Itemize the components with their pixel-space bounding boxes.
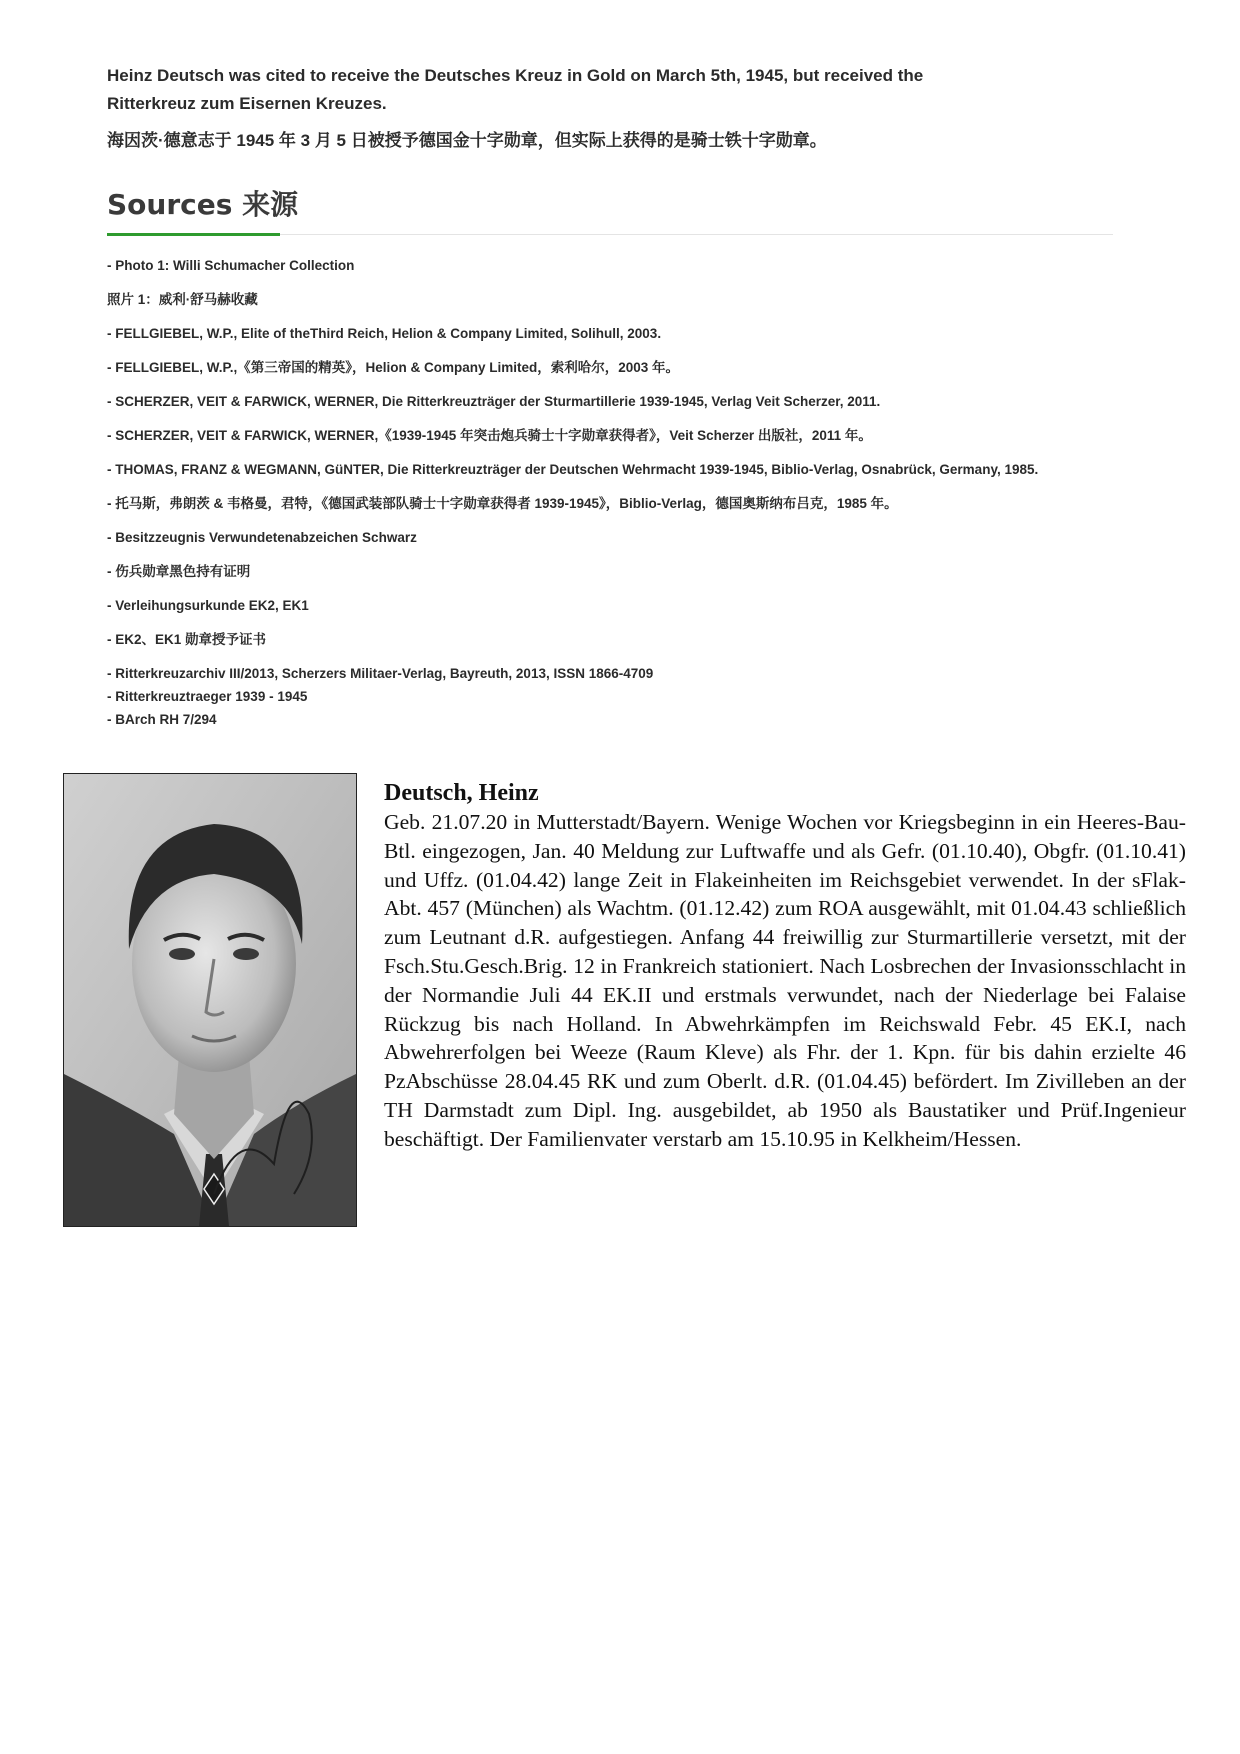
source-item: - Ritterkreuztraeger 1939 - 1945 [107, 689, 308, 704]
source-item: - 托马斯，弗朗茨 & 韦格曼，君特，《德国武装部队骑士十字勋章获得者 1939-1945》，Biblio-Verlag，德国奥斯纳布吕克，1985 年。 [107, 496, 898, 511]
source-item: 照片 1：威利·舒马赫收藏 [107, 292, 258, 307]
sources-divider-accent [107, 233, 280, 236]
source-item: - Photo 1: Willi Schumacher Collection [107, 258, 355, 273]
source-item: - FELLGIEBEL, W.P.,《第三帝国的精英》，Helion & Company Limited，索利哈尔，2003 年。 [107, 360, 680, 375]
source-item: - Verleihungsurkunde EK2, EK1 [107, 598, 309, 613]
portrait-photo-image [64, 774, 356, 1226]
sources-heading: Sources 来源 [107, 188, 299, 221]
source-item: - SCHERZER, VEIT & FARWICK, WERNER,《1939-1945 年突击炮兵骑士十字勋章获得者》，Veit Scherzer 出版社，2011 年。 [107, 428, 872, 443]
intro-chinese: 海因茨·德意志于 1945 年 3 月 5 日被授予德国金十字勋章，但实际上获得的是骑士铁十字勋章。 [107, 131, 827, 150]
biography-text: Geb. 21.07.20 in Mutterstadt/Bayern. Wenige Wochen vor Kriegsbeginn in ein Heeres-Bau-Btl. eingezogen, Jan. 40 Meldung zur Luftwaffe und als Gefr. (01.10.40), Obgfr. (01.10.41) und Uffz. (01.04.42) lange Zeit in Flakeinheiten im Reichsgebiet verwendet. In der sFlak-Abt. 457 (München) als Wachtm. (01.12.42) zum ROA ausgewählt, mit 01.04.43 schließlich zum Leutnant d.R. aufgestiegen. Anfang 44 freiwillig zur Sturmartillerie versetzt, mit der Fsch.Stu.Gesch.Brig. 12 in Frankreich stationiert. Nach Losbrechen der Invasionsschlacht in der Normandie Juli 44 EK.II und erstmals verwundet, nach der Niederlage bei Falaise Rückzug bis nach Holland. In Abwehrkämpfen im Reichswald Febr. 45 EK.I, nach Abwehrerfolgen bei Weeze (Raum Kleve) als Fhr. der 1. Kpn. für bis dahin erzielte 46 PzAbschüsse 28.04.45 RK und zum Oberlt. d.R. (01.04.45) befördert. Im Zivilleben an der TH Darmstadt zum Dipl. Ing. ausgebildet, ab 1950 als Baustatiker und Prüf.Ingenieur beschäftigt. Der Familienvater verstarb am 15.10.95 in Kelkheim/Hessen. [384, 810, 1186, 1151]
biography-title: Deutsch, Heinz [384, 780, 539, 806]
intro-section [107, 62, 937, 154]
source-item: - 伤兵勋章黑色持有证明 [107, 564, 251, 579]
source-item: - Ritterkreuzarchiv III/2013, Scherzers Militaer-Verlag, Bayreuth, 2013, ISSN 1866-4709 [107, 666, 654, 681]
biography-section [384, 778, 1186, 1154]
source-item: - BArch RH 7/294 [107, 712, 217, 727]
source-item: - FELLGIEBEL, W.P., Elite of theThird Reich, Helion & Company Limited, Solihull, 2003. [107, 326, 662, 341]
intro-english: Heinz Deutsch was cited to receive the Deutsches Kreuz in Gold on March 5th, 1945, but received the Ritterkreuz zum Eisernen Kreuzes. [107, 66, 924, 113]
source-item: - Besitzzeugnis Verwundetenabzeichen Schwarz [107, 530, 417, 545]
source-item: - THOMAS, FRANZ & WEGMANN, GüNTER, Die Ritterkreuzträger der Deutschen Wehrmacht 1939-1945, Biblio-Verlag, Osnabrück, Germany, 1985. [107, 462, 1039, 477]
sources-list [107, 256, 1117, 730]
portrait-photo [63, 773, 357, 1227]
source-item: - SCHERZER, VEIT & FARWICK, WERNER, Die Ritterkreuzträger der Sturmartillerie 1939-1945, Verlag Veit Scherzer, 2011. [107, 394, 881, 409]
source-item: - EK2、EK1 勋章授予证书 [107, 632, 267, 647]
